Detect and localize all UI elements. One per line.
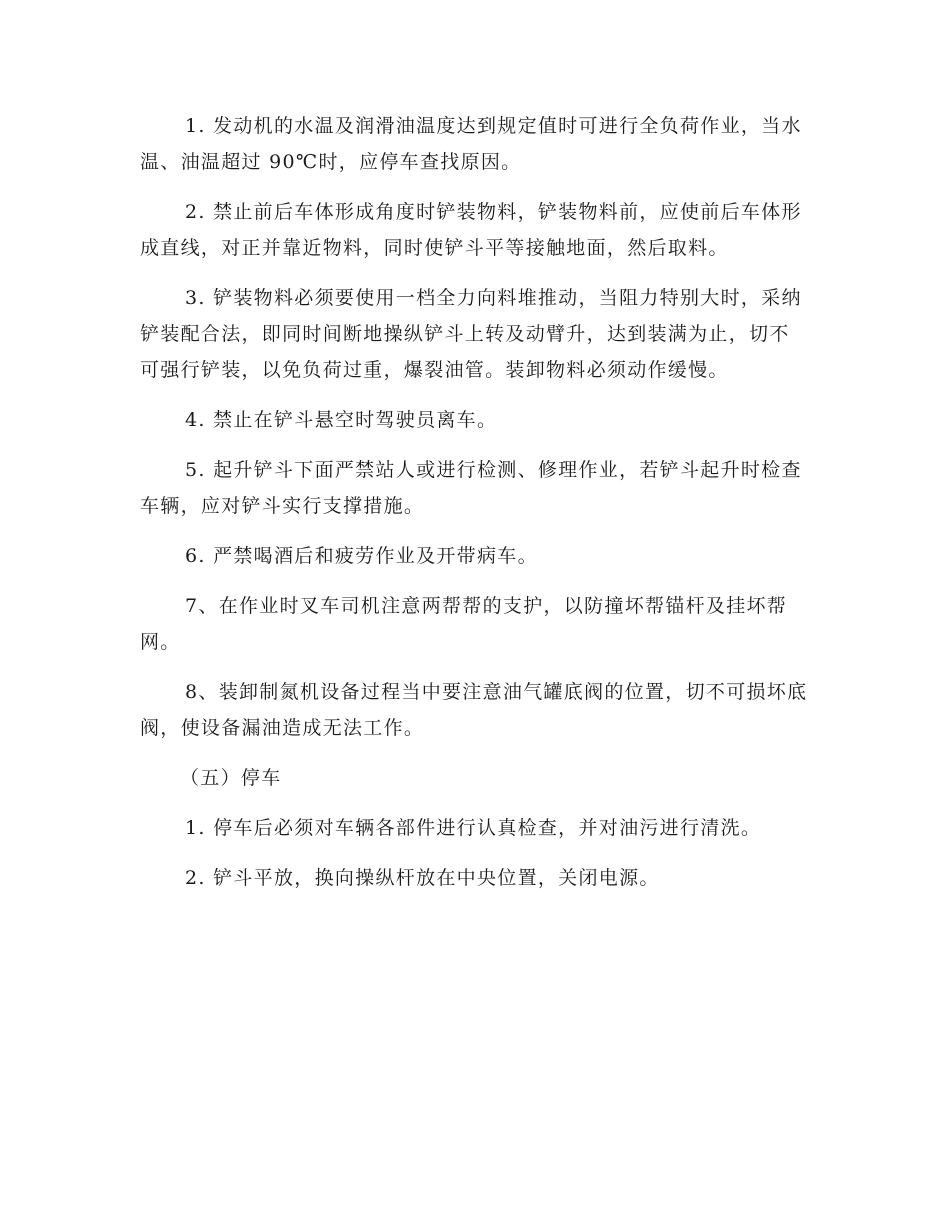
paragraph-1: 1. 发动机的水温及润滑油温度达到规定值时可进行全负荷作业，当水温、油温超过 90℃时，应停车查找原因。 xyxy=(140,115,802,173)
document-body xyxy=(140,108,808,896)
section-paragraph-1: 1. 停车后必须对车辆各部件进行认真检查，并对油污进行清洗。 xyxy=(185,817,762,839)
paragraph-4: 4. 禁止在铲斗悬空时驾驶员离车。 xyxy=(185,409,498,431)
section-heading: （五）停车 xyxy=(180,767,282,789)
paragraph-7: 7、在作业时叉车司机注意两帮帮的支护，以防撞坏帮锚杆及挂坏帮网。 xyxy=(140,595,788,653)
paragraph-2: 2. 禁止前后车体形成角度时铲装物料，铲装物料前，应使前后车体形成直线，对正并靠近物料，同时使铲斗平等接触地面，然后取料。 xyxy=(140,201,802,259)
paragraph-5: 5. 起升铲斗下面严禁站人或进行检测、修理作业，若铲斗起升时检查车辆，应对铲斗实行支撑措施。 xyxy=(140,459,802,517)
paragraph-3: 3. 铲装物料必须要使用一档全力向料堆推动，当阻力特别大时，采纳铲装配合法，即同时间断地操纵铲斗上转及动臂升，达到装满为止，切不可强行铲装，以免负荷过重，爆裂油管。装卸物料必须动作缓慢。 xyxy=(140,287,802,381)
paragraph-8: 8、装卸制氮机设备过程当中要注意油气罐底阀的位置，切不可损坏底阀，使设备漏油造成无法工作。 xyxy=(140,681,808,739)
section-paragraph-2: 2. 铲斗平放，换向操纵杆放在中央位置，关闭电源。 xyxy=(185,867,660,889)
paragraph-6: 6. 严禁喝酒后和疲劳作业及开带病车。 xyxy=(185,545,538,567)
